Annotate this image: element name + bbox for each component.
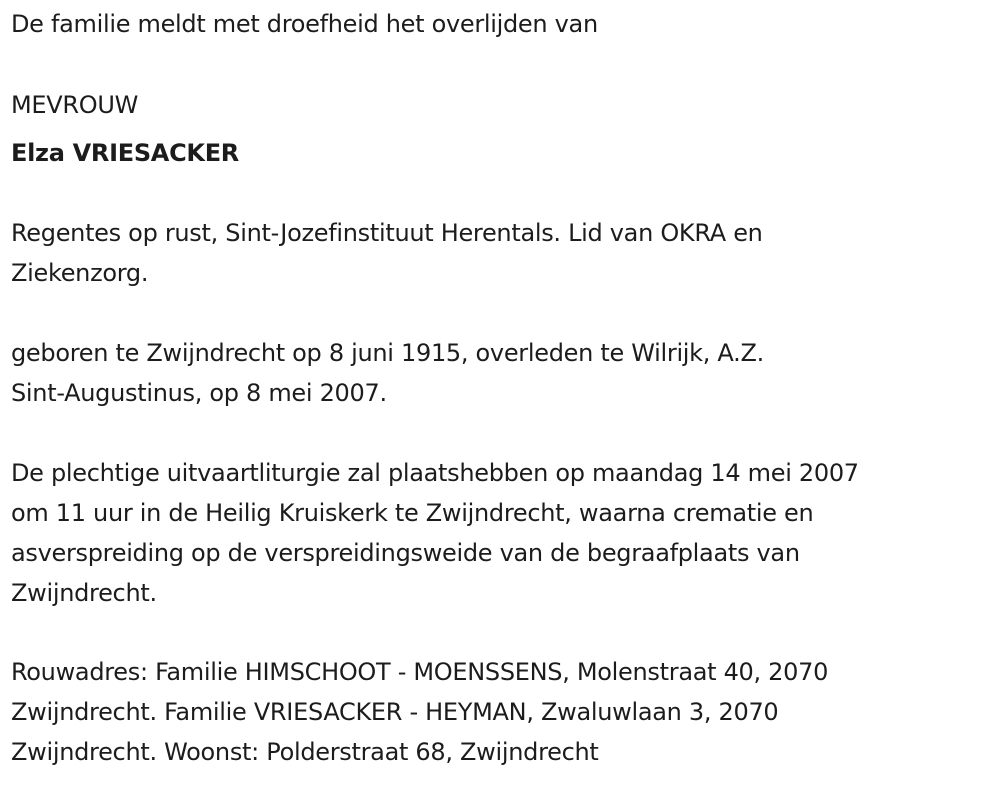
address-line: Zwijndrecht. Familie VRIESACKER - HEYMAN, Zwaluwlaan 3, 2070 xyxy=(11,698,779,726)
funeral-line: De plechtige uitvaartliturgie zal plaatshebben op maandag 14 mei 2007 xyxy=(11,459,859,487)
address-line: Rouwadres: Familie HIMSCHOOT - MOENSSENS, Molenstraat 40, 2070 xyxy=(11,658,829,686)
funeral-line: om 11 uur in de Heilig Kruiskerk te Zwijndrecht, waarna crematie en xyxy=(11,499,814,527)
dates-line: Sint-Augustinus, op 8 mei 2007. xyxy=(11,379,387,407)
funeral-line: asverspreiding op de verspreidingsweide van de begraafplaats van xyxy=(11,539,800,567)
address-line: Zwijndrecht. Woonst: Polderstraat 68, Zwijndrecht xyxy=(11,738,599,766)
deceased-name: Elza VRIESACKER xyxy=(11,139,239,167)
funeral-line: Zwijndrecht. xyxy=(11,579,157,607)
intro-text: De familie meldt met droefheid het overlijden van xyxy=(11,10,598,38)
dates-line: geboren te Zwijndrecht op 8 juni 1915, overleden te Wilrijk, A.Z. xyxy=(11,339,764,367)
honorific: MEVROUW xyxy=(11,91,139,119)
bio-line: Ziekenzorg. xyxy=(11,259,149,287)
bio-line: Regentes op rust, Sint-Jozefinstituut Herentals. Lid van OKRA en xyxy=(11,219,763,247)
